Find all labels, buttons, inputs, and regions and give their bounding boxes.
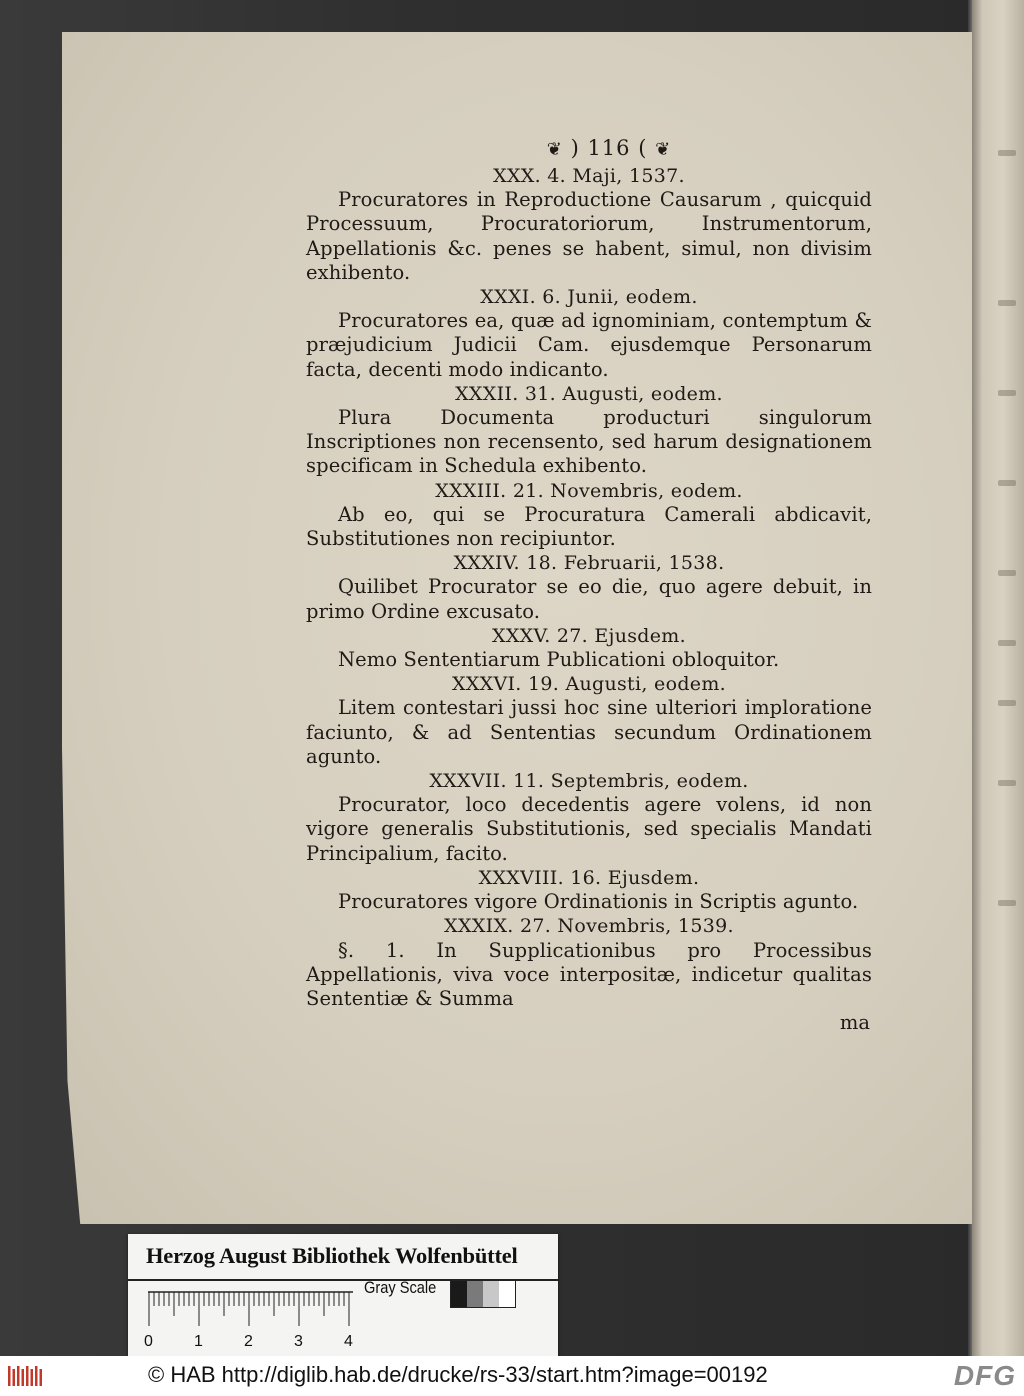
gray-swatch [483, 1281, 499, 1307]
source-url[interactable]: © HAB http://diglib.hab.de/drucke/rs-33/start.htm?image=00192 [148, 1362, 768, 1387]
entry-text: Ab eo, qui se Procuratura Camerali abdicavit, Substitutiones non recipiuntor. [306, 502, 872, 551]
entry-text: Procuratores in Reproductione Causarum , quicquid Processuum, Procuratoriorum, Instrumentorum, Appellationis &c. penes se habent, simul, non divisim exhibento. [306, 188, 872, 284]
entry-text: Nemo Sententiarum Publicationi obloquitor. [338, 648, 780, 672]
page-text [306, 134, 872, 1035]
running-head [346, 134, 872, 164]
entry-heading: XXXIX. 27. Novembris, 1539. [444, 915, 734, 938]
entry-heading: XXXI. 6. Junii, eodem. [480, 286, 698, 309]
ornament-left-icon: ❦ [546, 139, 563, 160]
entry-heading: XXXIV. 18. Februarii, 1538. [453, 552, 725, 575]
entry-text: Litem contestari jussi hoc sine ulteriori imploratione faciunto, & ad Sententias secundum Ordinationem agunto. [306, 696, 872, 768]
gray-scale-swatches [450, 1280, 516, 1308]
logo-bar [35, 1366, 38, 1386]
entry-text: Procurator, loco decedentis agere volens, id non vigore generalis Substitutionis, sed specialis Mandati Principalium, facito. [306, 793, 872, 865]
entry-heading: XXXII. 31. Augusti, eodem. [455, 382, 723, 405]
entry-heading: XXXVI. 19. Augusti, eodem. [452, 673, 726, 696]
logo-bar [13, 1369, 16, 1386]
hab-logo-icon [6, 1362, 46, 1390]
entry-text: §. 1. In Supplicationibus pro Processibus Appellationis, viva voce interpositæ, indicetur qualitas Sententiæ & Summa [306, 938, 872, 1010]
entry-heading: XXXV. 27. Ejusdem. [492, 624, 686, 647]
gray-swatch [499, 1281, 515, 1307]
ruler-number: 2 [244, 1333, 253, 1350]
catchword: ma [839, 1011, 870, 1035]
ruler-number: 1 [194, 1333, 203, 1350]
entry-heading: XXXVII. 11. Septembris, eodem. [429, 770, 749, 793]
entry-text: Procuratores ea, quæ ad ignominiam, contemptum & præjudicium Judicii Cam. ejusdemque Personarum facta, decenti modo indicanto. [306, 309, 872, 381]
entry-heading: XXXVIII. 16. Ejusdem. [478, 866, 700, 889]
gray-scale-label: Gray Scale [364, 1278, 437, 1297]
logo-bar [26, 1366, 29, 1386]
entry-heading: XXX. 4. Maji, 1537. [493, 165, 685, 187]
entry-text: Plura Documenta producturi singulorum Inscriptiones non recensento, sed harum designationem specificam in Schedula exhibento. [306, 406, 872, 478]
logo-bar [22, 1369, 25, 1386]
logo-bar [8, 1366, 11, 1386]
dfg-logo: DFG [953, 1360, 1016, 1391]
ruler-number: 0 [144, 1333, 153, 1350]
page-number: ) 116 ( [570, 136, 648, 160]
logo-bar [17, 1366, 20, 1386]
adjacent-page-edge [972, 0, 1024, 1356]
ornament-right-icon: ❦ [655, 139, 672, 160]
gray-swatch [467, 1281, 483, 1307]
library-name: Herzog August Bibliothek Wolfenbüttel [146, 1243, 518, 1268]
ruler-scale [144, 1290, 388, 1350]
entry-heading: XXXIII. 21. Novembris, eodem. [435, 479, 743, 502]
ruler-number: 3 [294, 1333, 303, 1350]
gray-swatch [451, 1281, 467, 1307]
ruler-number: 4 [344, 1333, 353, 1350]
footer-bar [0, 1356, 1024, 1396]
logo-bar [31, 1369, 34, 1386]
library-label [128, 1234, 558, 1360]
entry-text: Quilibet Procurator se eo die, quo agere debuit, in primo Ordine excusato. [306, 575, 872, 623]
entry-text: Procuratores vigore Ordinationis in Scriptis agunto. [338, 890, 859, 914]
logo-bar [40, 1369, 43, 1386]
